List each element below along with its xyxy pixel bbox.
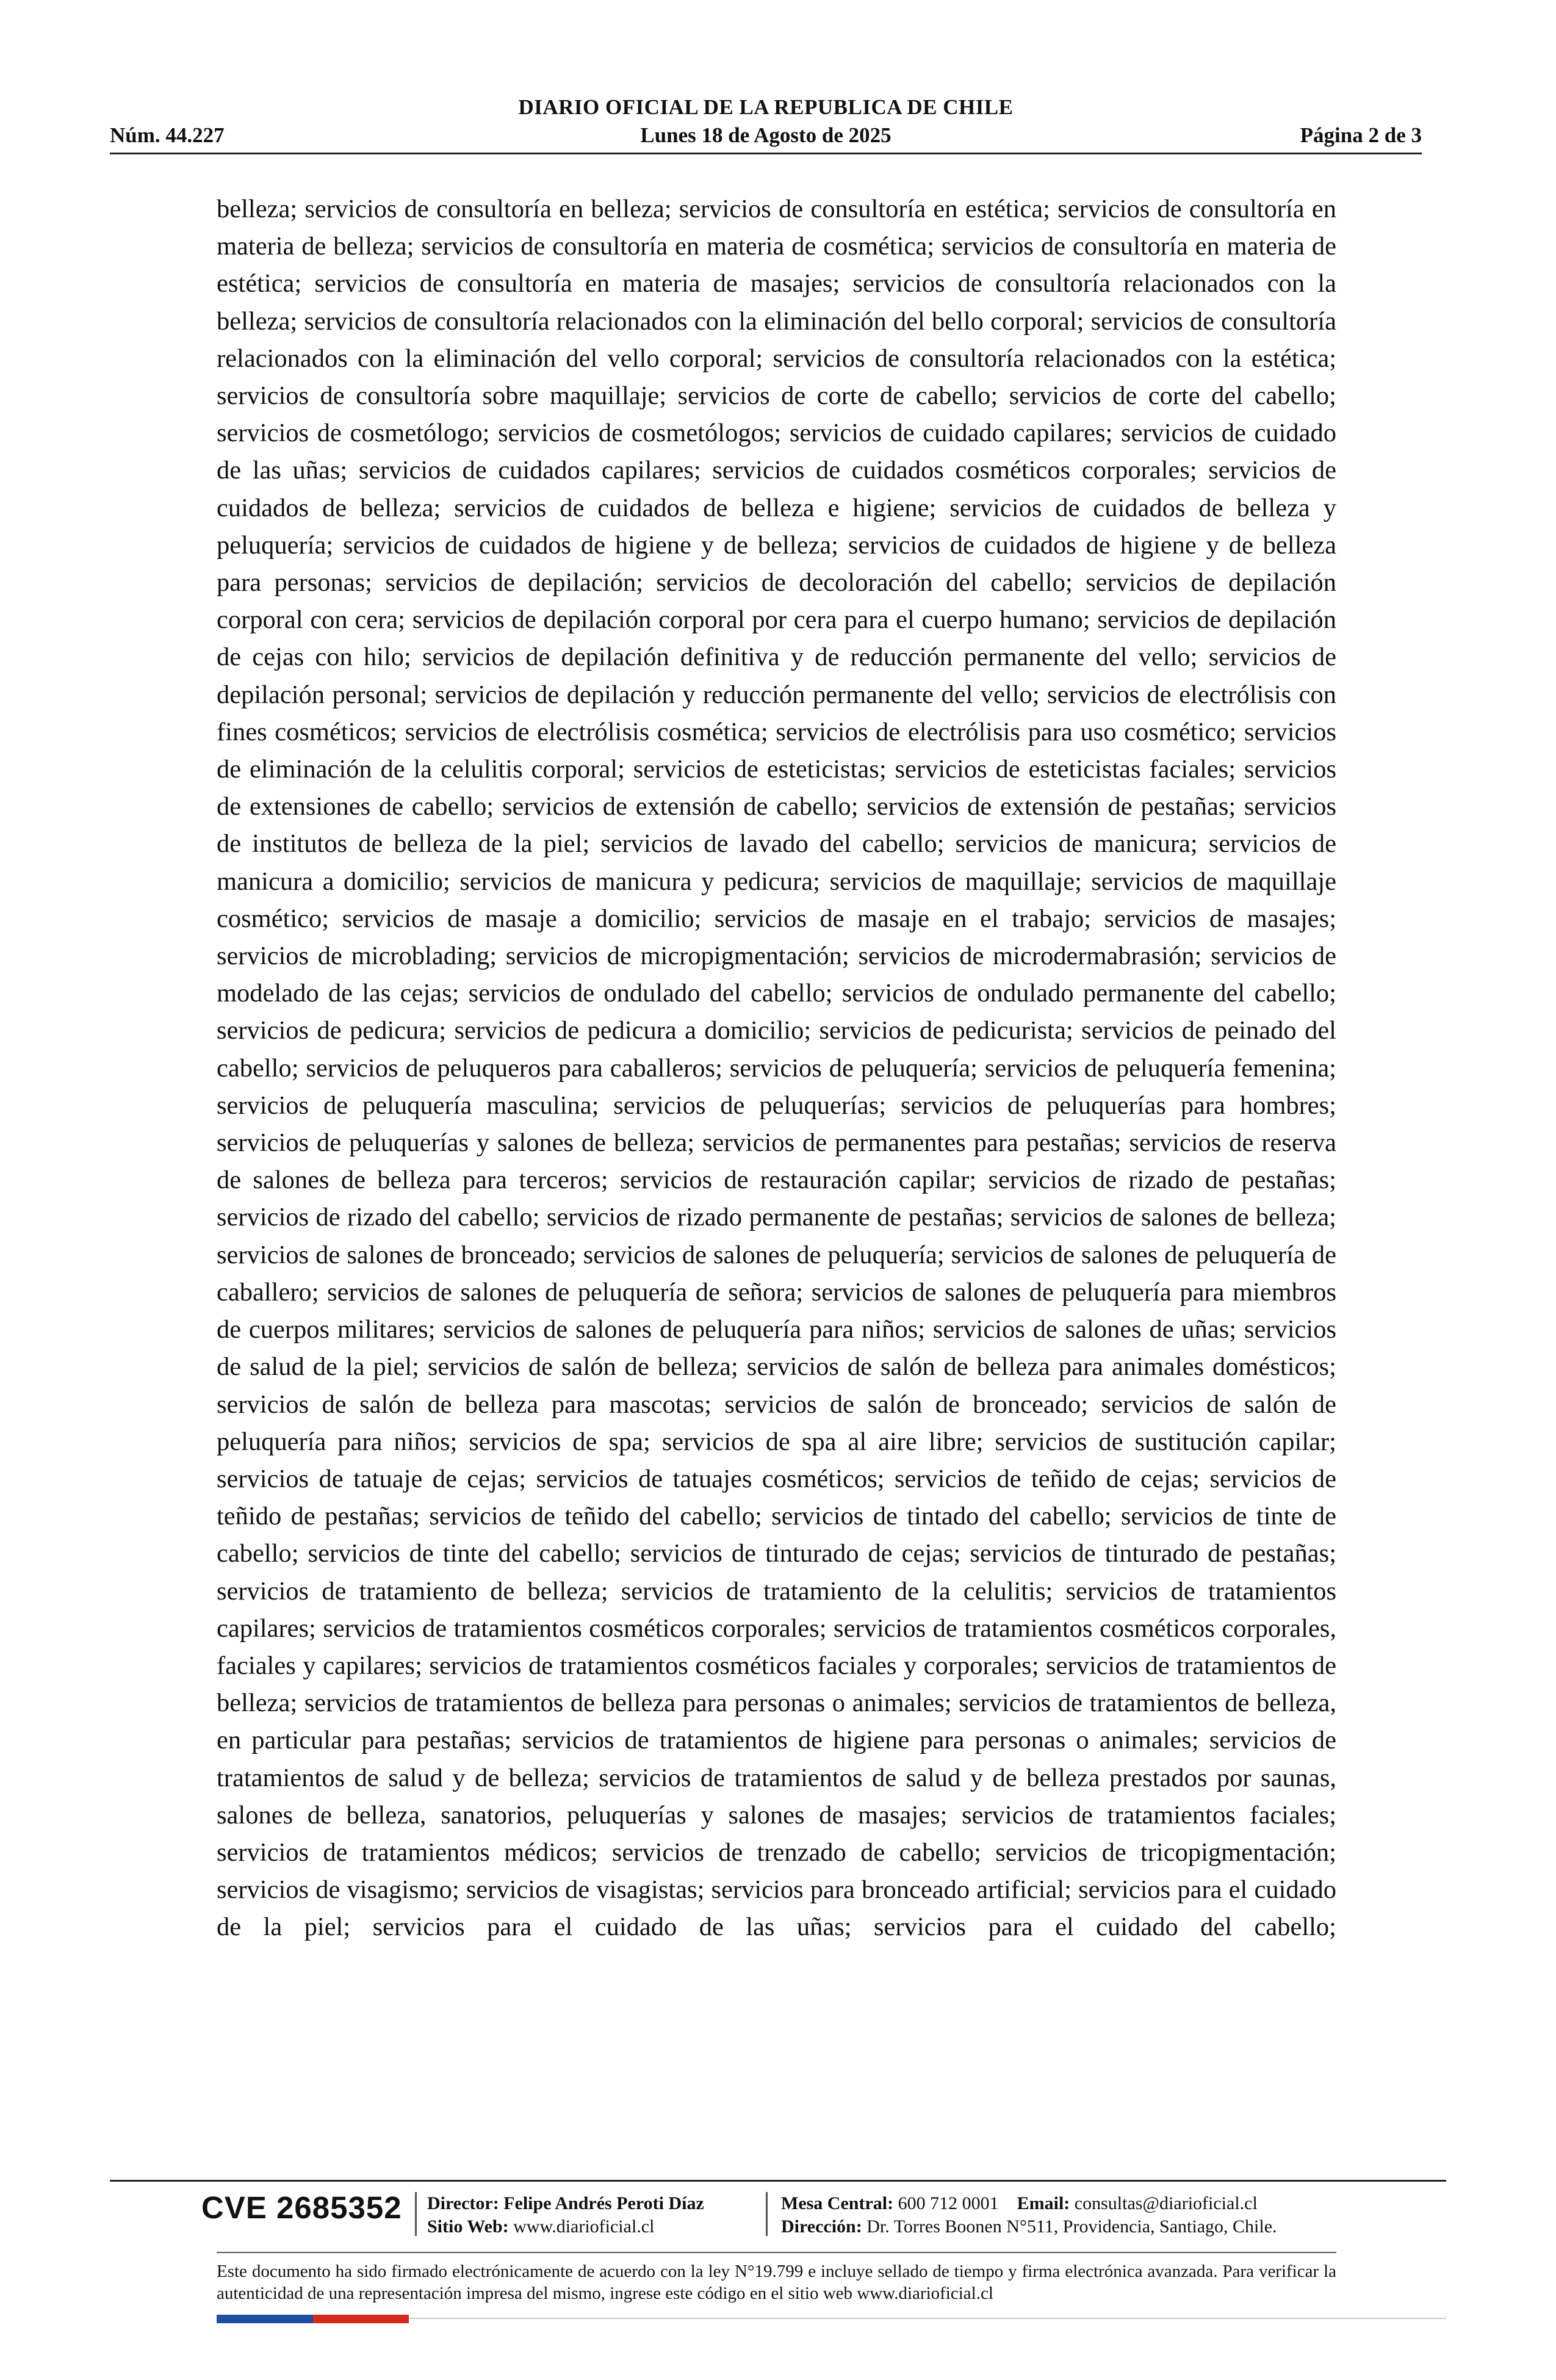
footer-separator [415, 2192, 417, 2236]
address-label: Dirección: [781, 2216, 862, 2237]
flag-rule [409, 2318, 1446, 2319]
email-label: Email: [1017, 2193, 1070, 2213]
issue-number: Núm. 44.227 [110, 123, 225, 147]
footer-contact-right [781, 2192, 1277, 2238]
body-paragraph: belleza; servicios de consultoría en belleza; servicios de consultoría en estética; servicios de consultoría en materia de belleza; servicios de consultoría en materia de cosmética; servicios de consultoría en materia de estética; servicios de consultoría en materia de masajes; servicios de consultoría relacionados con la belleza; servicios de consultoría relacionados con la eliminación del bello corporal; servicios de consultoría relacionados con la eliminación del vello corporal; servicios de consultoría relacionados con la estética; servicios de consultoría sobre maquillaje; servicios de corte de cabello; servicios de corte del cabello; servicios de cosmetólogo; servicios de cosmetólogos; servicios de cuidado capilares; servicios de cuidado de las uñas; servicios de cuidados capilares; servicios de cuidados cosméticos corporales; servicios de cuidados de belleza; servicios de cuidados de belleza e higiene; servicios de cuidados de belleza y peluquería; servicios de cuidados de higiene y de belleza; servicios de cuidados de higiene y de belleza para personas; servicios de depilación; servicios de decoloración del cabello; servicios de depilación corporal con cera; servicios de depilación corporal por cera para el cuerpo humano; servicios de depilación de cejas con hilo; servicios de depilación definitiva y de reducción permanente del vello; servicios de depilación personal; servicios de depilación y reducción permanente del vello; servicios de electrólisis con fines cosméticos; servicios de electrólisis cosmética; servicios de electrólisis para uso cosmético; servicios de eliminación de la celulitis corporal; servicios de esteticistas; servicios de esteticistas faciales; servicios de extensiones de cabello; servicios de extensión de cabello; servicios de extensión de pestañas; servicios de institutos de belleza de la piel; servicios de lavado del cabello; servicios de manicura; servicios de manicura a domicilio; servicios de manicura y pedicura; servicios de maquillaje; servicios de maquillaje cosmético; servicios de masaje a domicilio; servicios de masaje en el trabajo; servicios de masajes; servicios de microblading; servicios de micropigmentación; servicios de microdermabrasión; servicios de modelado de las cejas; servicios de ondulado del cabello; servicios de ondulado permanente del cabello; servicios de pedicura; servicios de pedicura a domicilio; servicios de pedicurista; servicios de peinado del cabello; servicios de peluqueros para caballeros; servicios de peluquería; servicios de peluquería femenina; servicios de peluquería masculina; servicios de peluquerías; servicios de peluquerías para hombres; servicios de peluquerías y salones de belleza; servicios de permanentes para pestañas; servicios de reserva de salones de belleza para terceros; servicios de restauración capilar; servicios de rizado de pestañas; servicios de rizado del cabello; servicios de rizado permanente de pestañas; servicios de salones de belleza; servicios de salones de bronceado; servicios de salones de peluquería; servicios de salones de peluquería de caballero; servicios de salones de peluquería de señora; servicios de salones de peluquería para miembros de cuerpos militares; servicios de salones de peluquería para niños; servicios de salones de uñas; servicios de salud de la piel; servicios de salón de belleza; servicios de salón de belleza para animales domésticos; servicios de salón de belleza para mascotas; servicios de salón de bronceado; servicios de salón de peluquería para niños; servicios de spa; servicios de spa al aire libre; servicios de sustitución capilar; servicios de tatuaje de cejas; servicios de tatuajes cosméticos; servicios de teñido de cejas; servicios de teñido de pestañas; servicios de teñido del cabello; servicios de tintado del cabello; servicios de tinte de cabello; servicios de tinte del cabello; servicios de tinturado de cejas; servicios de tinturado de pestañas; servicios de tratamiento de belleza; servicios de tratamiento de la celulitis; servicios de tratamientos capilares; servicios de tratamientos cosméticos corporales; servicios de tratamientos cosméticos corporales, faciales y capilares; servicios de tratamientos cosméticos faciales y corporales; servicios de tratamientos de belleza; servicios de tratamientos de belleza para personas o animales; servicios de tratamientos de belleza, en particular para pestañas; servicios de tratamientos de higiene para personas o animales; servicios de tratamientos de salud y de belleza; servicios de tratamientos de salud y de belleza prestados por saunas, salones de belleza, sanatorios, peluquerías y salones de masajes; servicios de tratamientos faciales; servicios de tratamientos médicos; servicios de trenzado de cabello; servicios de tricopigmentación; servicios de visagismo; servicios de visagistas; servicios para bronceado artificial; servicios para el cuidado de la piel; servicios para el cuidado de las uñas; servicios para el cuidado del cabello; [217, 195, 1336, 1942]
footer-divider [110, 2180, 1446, 2182]
phone-label: Mesa Central: [781, 2193, 894, 2213]
director-label: Director: [427, 2193, 499, 2213]
phone-number: 600 712 0001 [898, 2193, 999, 2213]
email-link[interactable]: consultas@diarioficial.cl [1074, 2193, 1258, 2213]
legal-divider [217, 2252, 1336, 2253]
chile-flag-bar [217, 2315, 409, 2323]
header-divider [110, 153, 1422, 154]
flag-red-segment [313, 2315, 409, 2323]
footer-contact-left [427, 2192, 704, 2238]
website-label: Sitio Web: [427, 2216, 509, 2237]
page-header [110, 92, 1422, 153]
publication-title: DIARIO OFICIAL DE LA REPUBLICA DE CHILE [518, 95, 1014, 119]
flag-blue-segment [217, 2315, 313, 2323]
page-indicator: Página 2 de 3 [1300, 123, 1422, 147]
website-link[interactable]: www.diarioficial.cl [513, 2216, 655, 2237]
footer-separator [766, 2192, 768, 2236]
cve-code: CVE 2685352 [201, 2190, 402, 2225]
issue-date: Lunes 18 de Agosto de 2025 [640, 123, 891, 147]
legal-notice: Este documento ha sido firmado electrónicamente de acuerdo con la ley N°19.799 e incluye sellado de tiempo y firma electrónica avanzada. Para verificar la autenticidad de una representación impresa del mismo, ingrese este código en el sitio web www.diarioficial.cl [217, 2262, 1336, 2303]
address-value: Dr. Torres Boonen N°511, Providencia, Santiago, Chile. [866, 2216, 1277, 2237]
director-name: Felipe Andrés Peroti Díaz [503, 2193, 704, 2213]
